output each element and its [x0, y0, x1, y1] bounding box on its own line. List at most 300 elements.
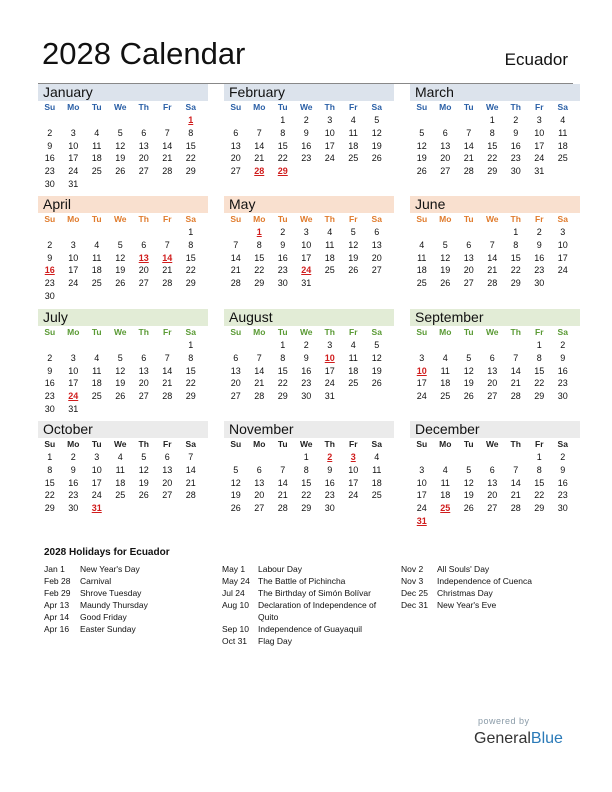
- month-march: [410, 84, 580, 196]
- day-cell: 18: [557, 140, 568, 151]
- day-cell: 17: [68, 378, 79, 389]
- day-cell: 23: [44, 278, 55, 289]
- day-cell: 9: [513, 127, 519, 138]
- day-cell: 4: [94, 127, 100, 138]
- day-cell: 28: [230, 278, 241, 289]
- holiday-date: Oct 31: [222, 636, 248, 646]
- day-cell: 26: [138, 490, 149, 501]
- day-cell: 5: [374, 340, 380, 350]
- day-grid: [410, 339, 580, 403]
- day-cell: 6: [374, 227, 380, 237]
- day-cell: 6: [233, 352, 239, 363]
- day-cell: 16: [510, 140, 521, 151]
- day-cell: 25: [348, 153, 359, 164]
- day-cell: 21: [162, 265, 173, 276]
- day-cell: 22: [301, 490, 312, 501]
- month-april: [38, 196, 208, 308]
- day-cell: 18: [371, 477, 382, 488]
- day-cell: 2: [70, 452, 76, 462]
- weekday-label: Sa: [185, 214, 196, 224]
- weekday-label: We: [113, 439, 127, 449]
- holiday-row: [222, 635, 390, 647]
- day-cell: 4: [94, 352, 100, 363]
- day-cell: 1: [303, 452, 309, 462]
- day-cell: 7: [256, 352, 262, 363]
- day-grid: [410, 451, 580, 528]
- day-cell: 4: [442, 464, 448, 475]
- day-cell: 31: [68, 403, 79, 414]
- empty-cell: [156, 339, 180, 352]
- holiday-date: Feb 28: [44, 576, 71, 586]
- day-cell: 31: [301, 278, 312, 289]
- day-cell: 30: [557, 391, 568, 402]
- day-cell: 10: [68, 140, 79, 151]
- day-cell: 10: [68, 365, 79, 376]
- day-cell: 26: [115, 166, 126, 177]
- weekday-header: [38, 101, 208, 114]
- holiday-day: 1: [256, 227, 262, 237]
- day-cell: 2: [47, 127, 53, 138]
- day-cell: 11: [440, 365, 450, 376]
- day-cell: 9: [560, 464, 566, 475]
- holiday-day: 24: [68, 391, 79, 402]
- empty-cell: [248, 114, 272, 127]
- country-name: Ecuador: [504, 50, 568, 69]
- day-cell: 3: [70, 352, 76, 363]
- day-cell: 24: [68, 166, 79, 177]
- weekday-label: Th: [324, 439, 335, 449]
- day-cell: 2: [513, 115, 519, 125]
- day-cell: 14: [254, 140, 265, 151]
- day-cell: 16: [301, 140, 312, 151]
- empty-cell: [224, 451, 248, 464]
- day-cell: 19: [115, 153, 126, 164]
- day-cell: 18: [348, 365, 359, 376]
- day-cell: 17: [68, 265, 79, 276]
- day-cell: 10: [301, 239, 312, 250]
- day-cell: 1: [47, 452, 53, 462]
- day-cell: 26: [463, 503, 474, 514]
- month-september: [410, 309, 580, 421]
- day-cell: 15: [277, 140, 288, 151]
- day-cell: 16: [301, 365, 312, 376]
- holiday-row: [401, 599, 551, 611]
- day-cell: 30: [44, 403, 55, 414]
- empty-cell: [85, 339, 109, 352]
- day-cell: 29: [185, 166, 196, 177]
- weekday-label: Su: [230, 439, 242, 449]
- day-cell: 5: [442, 239, 448, 250]
- day-cell: 19: [115, 265, 126, 276]
- month-name: January: [38, 84, 208, 101]
- day-cell: 6: [466, 239, 472, 250]
- day-cell: 8: [489, 127, 495, 138]
- day-cell: 30: [324, 503, 335, 514]
- day-cell: 2: [280, 227, 286, 237]
- day-cell: 27: [440, 166, 451, 177]
- weekday-header: [224, 326, 394, 339]
- holidays-title: 2028 Holidays for Ecuador: [44, 547, 170, 558]
- day-cell: 5: [141, 452, 147, 462]
- holiday-day: 1: [188, 115, 194, 125]
- holiday-date: Apr 13: [44, 600, 70, 610]
- month-name: November: [224, 421, 394, 438]
- weekday-header: [224, 438, 394, 451]
- day-cell: 1: [513, 227, 519, 237]
- day-cell: 27: [230, 166, 241, 177]
- day-cell: 30: [44, 178, 55, 189]
- empty-cell: [109, 226, 133, 239]
- day-cell: 8: [536, 352, 542, 363]
- day-grid: [410, 226, 580, 290]
- weekday-header: [38, 213, 208, 226]
- weekday-label: Fr: [535, 439, 544, 449]
- weekday-label: We: [485, 439, 499, 449]
- day-cell: 18: [91, 378, 102, 389]
- day-cell: 23: [44, 166, 55, 177]
- day-cell: 30: [534, 278, 545, 289]
- day-cell: 26: [348, 265, 359, 276]
- day-cell: 10: [68, 252, 79, 263]
- holiday-name: Christmas Day: [437, 588, 493, 598]
- holiday-row: [401, 587, 551, 599]
- month-name: March: [410, 84, 580, 101]
- day-cell: 28: [463, 166, 474, 177]
- day-cell: 21: [277, 490, 288, 501]
- day-cell: 5: [419, 127, 425, 138]
- weekday-label: Th: [510, 102, 521, 112]
- holiday-day: 2: [327, 452, 333, 462]
- day-cell: 9: [303, 127, 309, 138]
- day-cell: 23: [557, 490, 568, 501]
- day-cell: 17: [557, 252, 568, 263]
- day-cell: 22: [277, 378, 288, 389]
- day-cell: 29: [487, 166, 498, 177]
- day-cell: 1: [188, 340, 194, 350]
- day-cell: 6: [141, 352, 147, 363]
- day-cell: 5: [466, 464, 472, 475]
- day-cell: 22: [534, 490, 545, 501]
- day-cell: 21: [230, 265, 241, 276]
- day-cell: 25: [440, 391, 451, 402]
- weekday-label: Th: [324, 214, 335, 224]
- empty-cell: [434, 451, 458, 464]
- day-cell: 15: [534, 477, 545, 488]
- day-cell: 11: [92, 252, 102, 263]
- day-cell: 12: [115, 365, 126, 376]
- day-cell: 22: [185, 265, 196, 276]
- month-may: [224, 196, 394, 308]
- weekday-label: Fr: [163, 327, 172, 337]
- day-cell: 1: [280, 115, 286, 125]
- day-cell: 21: [463, 153, 474, 164]
- page-title: 2028 Calendar: [42, 36, 246, 71]
- day-cell: 13: [138, 140, 149, 151]
- day-cell: 27: [138, 278, 149, 289]
- day-cell: 17: [534, 140, 545, 151]
- day-cell: 9: [303, 352, 309, 363]
- weekday-label: Sa: [557, 214, 568, 224]
- day-cell: 4: [442, 352, 448, 363]
- empty-cell: [132, 339, 156, 352]
- holiday-date: Aug 10: [222, 600, 249, 610]
- weekday-label: Su: [416, 327, 428, 337]
- day-cell: 7: [466, 127, 472, 138]
- day-cell: 28: [162, 166, 173, 177]
- day-cell: 10: [348, 464, 359, 475]
- holiday-day: 31: [416, 515, 427, 526]
- day-cell: 15: [185, 140, 196, 151]
- holiday-name: Easter Sunday: [80, 624, 136, 634]
- holiday-name: Good Friday: [80, 612, 127, 622]
- weekday-label: Sa: [185, 102, 196, 112]
- day-cell: 29: [510, 278, 521, 289]
- day-cell: 14: [230, 252, 241, 263]
- day-cell: 28: [487, 278, 498, 289]
- day-cell: 11: [417, 252, 427, 263]
- day-cell: 14: [510, 477, 521, 488]
- empty-cell: [504, 451, 528, 464]
- day-cell: 10: [557, 239, 568, 250]
- weekday-label: Fr: [535, 327, 544, 337]
- day-cell: 13: [230, 365, 241, 376]
- day-cell: 20: [138, 265, 149, 276]
- day-cell: 10: [91, 464, 102, 475]
- day-cell: 1: [536, 340, 542, 350]
- holiday-name: Carnival: [80, 576, 112, 586]
- weekday-label: Mo: [253, 439, 266, 449]
- day-cell: 21: [185, 477, 196, 488]
- empty-cell: [457, 339, 481, 352]
- day-cell: 4: [419, 239, 425, 250]
- day-cell: 5: [117, 127, 123, 138]
- day-cell: 15: [185, 365, 196, 376]
- day-cell: 2: [560, 452, 566, 462]
- weekday-label: Mo: [439, 439, 452, 449]
- day-cell: 3: [303, 227, 309, 237]
- day-cell: 29: [44, 503, 55, 514]
- month-june: [410, 196, 580, 308]
- day-cell: 21: [510, 490, 521, 501]
- weekday-label: Mo: [253, 327, 266, 337]
- day-cell: 25: [115, 490, 126, 501]
- weekday-label: Fr: [163, 214, 172, 224]
- day-cell: 26: [115, 391, 126, 402]
- empty-cell: [109, 114, 133, 127]
- empty-cell: [271, 451, 295, 464]
- holiday-name: Labour Day: [258, 564, 302, 574]
- empty-cell: [156, 114, 180, 127]
- day-cell: 2: [47, 352, 53, 363]
- day-cell: 20: [138, 153, 149, 164]
- generalblue-logo[interactable]: [474, 730, 563, 748]
- day-cell: 11: [92, 140, 102, 151]
- day-cell: 12: [115, 140, 126, 151]
- empty-cell: [38, 339, 62, 352]
- holiday-row: [222, 599, 390, 623]
- empty-cell: [248, 451, 272, 464]
- day-cell: 27: [230, 391, 241, 402]
- weekday-label: Tu: [277, 102, 288, 112]
- month-name: September: [410, 309, 580, 326]
- day-cell: 1: [280, 340, 286, 350]
- day-grid: [224, 114, 394, 178]
- holiday-date: Jan 1: [44, 564, 65, 574]
- empty-cell: [504, 339, 528, 352]
- day-cell: 22: [185, 153, 196, 164]
- day-cell: 24: [416, 503, 427, 514]
- day-cell: 26: [371, 378, 382, 389]
- day-cell: 13: [487, 477, 498, 488]
- day-cell: 10: [324, 127, 335, 138]
- day-cell: 25: [91, 278, 102, 289]
- day-cell: 26: [463, 391, 474, 402]
- holiday-date: Nov 2: [401, 564, 424, 574]
- day-cell: 25: [91, 391, 102, 402]
- holiday-row: [401, 575, 551, 587]
- day-cell: 17: [348, 477, 359, 488]
- day-cell: 4: [350, 115, 356, 125]
- weekday-label: Su: [44, 327, 56, 337]
- day-cell: 28: [162, 278, 173, 289]
- holiday-row: [44, 563, 194, 575]
- day-cell: 25: [348, 378, 359, 389]
- holiday-row: [44, 587, 194, 599]
- day-cell: 27: [254, 503, 265, 514]
- weekday-label: Sa: [371, 102, 382, 112]
- holiday-date: Apr 16: [44, 624, 70, 634]
- day-cell: 13: [463, 252, 474, 263]
- holiday-name: Declaration of Independence of Quito: [258, 600, 377, 622]
- day-cell: 24: [416, 391, 427, 402]
- day-cell: 23: [557, 378, 568, 389]
- day-cell: 24: [324, 378, 335, 389]
- day-cell: 6: [256, 464, 262, 475]
- day-cell: 27: [463, 278, 474, 289]
- day-cell: 20: [487, 378, 498, 389]
- day-cell: 24: [324, 153, 335, 164]
- day-cell: 10: [534, 127, 545, 138]
- day-grid: [38, 339, 208, 416]
- day-cell: 1: [536, 452, 542, 462]
- day-cell: 22: [254, 265, 265, 276]
- day-cell: 22: [44, 490, 55, 501]
- day-cell: 2: [303, 115, 309, 125]
- holiday-column: [401, 563, 551, 611]
- day-cell: 11: [92, 365, 102, 376]
- holiday-date: Feb 29: [44, 588, 71, 598]
- weekday-label: We: [299, 327, 313, 337]
- weekday-label: Th: [510, 439, 521, 449]
- weekday-label: Mo: [67, 327, 80, 337]
- day-cell: 6: [489, 352, 495, 363]
- day-cell: 3: [419, 464, 425, 475]
- day-cell: 17: [324, 140, 335, 151]
- empty-cell: [62, 226, 86, 239]
- day-cell: 19: [463, 490, 474, 501]
- empty-cell: [224, 339, 248, 352]
- weekday-label: Su: [230, 327, 242, 337]
- weekday-label: Tu: [463, 439, 474, 449]
- holiday-date: Apr 14: [44, 612, 70, 622]
- day-cell: 7: [256, 127, 262, 138]
- day-cell: 21: [254, 378, 265, 389]
- weekday-label: Sa: [557, 439, 568, 449]
- day-cell: 23: [301, 153, 312, 164]
- holiday-date: May 24: [222, 576, 250, 586]
- day-cell: 16: [44, 153, 55, 164]
- day-cell: 11: [348, 127, 358, 138]
- weekday-header: [224, 101, 394, 114]
- day-cell: 2: [536, 227, 542, 237]
- holiday-row: [401, 563, 551, 575]
- weekday-label: Tu: [463, 327, 474, 337]
- weekday-label: We: [113, 327, 127, 337]
- day-cell: 29: [185, 391, 196, 402]
- holiday-row: [222, 587, 390, 599]
- day-cell: 4: [350, 340, 356, 350]
- day-cell: 14: [254, 365, 265, 376]
- day-cell: 5: [466, 352, 472, 363]
- weekday-label: Th: [138, 327, 149, 337]
- day-grid: [224, 451, 394, 515]
- holiday-row: [222, 623, 390, 635]
- day-cell: 11: [115, 464, 125, 475]
- day-cell: 23: [324, 490, 335, 501]
- day-cell: 13: [440, 140, 451, 151]
- day-cell: 18: [416, 265, 427, 276]
- weekday-label: Su: [44, 439, 56, 449]
- day-cell: 12: [463, 477, 474, 488]
- empty-cell: [410, 226, 434, 239]
- day-cell: 31: [534, 166, 545, 177]
- weekday-label: Tu: [91, 327, 102, 337]
- day-cell: 7: [188, 452, 194, 462]
- day-cell: 31: [68, 178, 79, 189]
- weekday-label: Sa: [371, 214, 382, 224]
- day-cell: 5: [233, 464, 239, 475]
- empty-cell: [457, 451, 481, 464]
- day-cell: 19: [348, 252, 359, 263]
- day-cell: 27: [162, 490, 173, 501]
- day-cell: 30: [277, 278, 288, 289]
- day-cell: 21: [254, 153, 265, 164]
- day-cell: 16: [44, 378, 55, 389]
- weekday-label: Mo: [439, 214, 452, 224]
- day-cell: 17: [68, 153, 79, 164]
- day-cell: 6: [141, 127, 147, 138]
- day-cell: 7: [164, 239, 170, 250]
- holiday-name: New Year's Day: [80, 564, 140, 574]
- day-cell: 28: [185, 490, 196, 501]
- day-cell: 18: [91, 265, 102, 276]
- weekday-label: Th: [510, 327, 521, 337]
- day-cell: 19: [463, 378, 474, 389]
- day-grid: [38, 226, 208, 303]
- holiday-day: 31: [91, 503, 102, 514]
- weekday-label: Mo: [67, 214, 80, 224]
- day-cell: 3: [536, 115, 542, 125]
- weekday-label: Tu: [463, 102, 474, 112]
- day-cell: 7: [513, 352, 519, 363]
- day-cell: 11: [325, 239, 335, 250]
- day-cell: 8: [303, 464, 309, 475]
- day-cell: 9: [70, 464, 76, 475]
- holiday-day: 24: [301, 265, 312, 276]
- empty-cell: [62, 339, 86, 352]
- weekday-label: Fr: [163, 439, 172, 449]
- day-cell: 19: [138, 477, 149, 488]
